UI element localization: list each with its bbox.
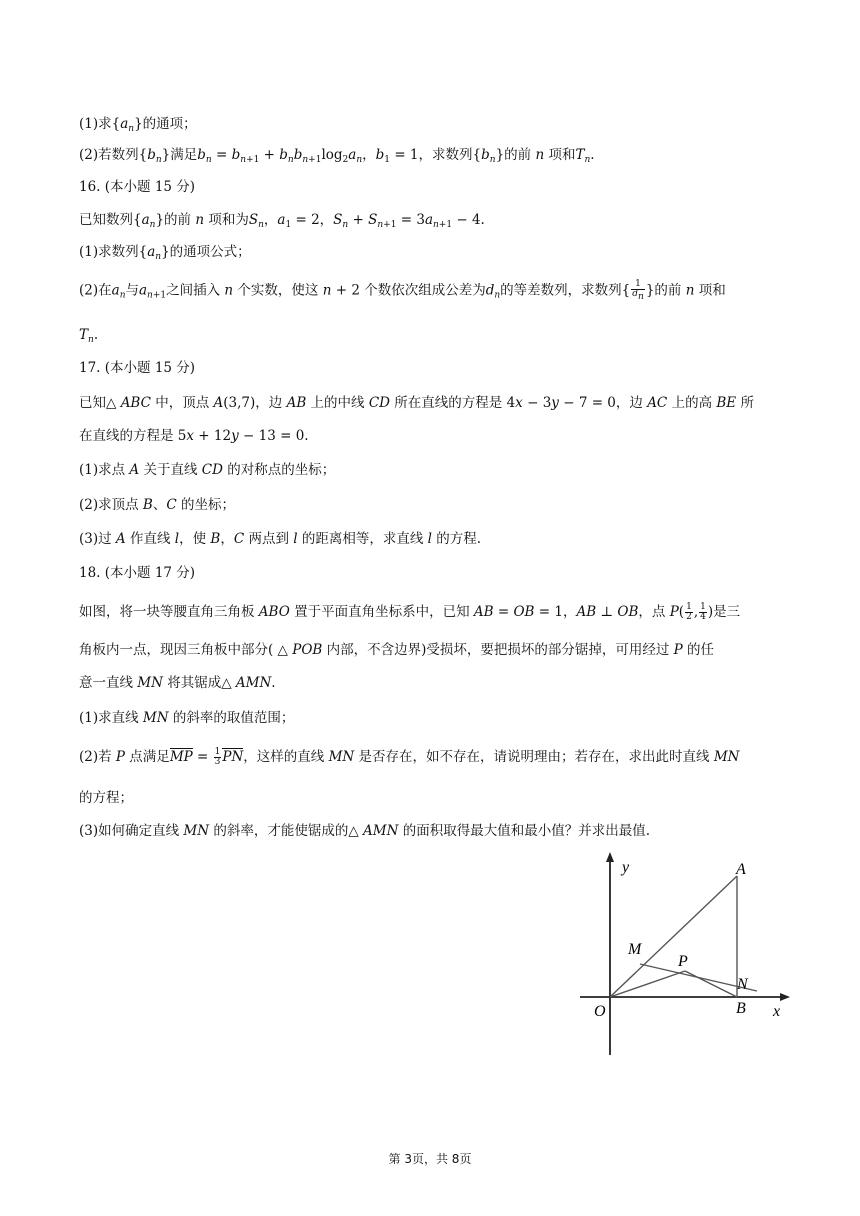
label-M: M [628, 941, 642, 958]
question-17-part-2: (2)求顶点 B、C 的坐标； [79, 497, 235, 513]
question-18-part-3: (3)如何确定直线 MN 的斜率，才能使锯成的△ AMN 的面积取得最大值和最小值？并求出最值. [79, 823, 651, 839]
geometry-figure [580, 850, 790, 1060]
label-N: N [737, 976, 748, 993]
question-17-stem-cont: 在直线的方程是 5x + 12y − 13 = 0. [79, 428, 309, 444]
x-axis-arrow [780, 993, 790, 1001]
question-18-part-2-cont: 的方程； [79, 790, 133, 806]
question-16-header: 16. (本小题 15 分) [79, 179, 196, 195]
question-17-header: 17. (本小题 15 分) [79, 360, 196, 376]
y-axis-arrow [606, 852, 614, 862]
label-P: P [678, 953, 688, 970]
question-17-part-1: (1)求点 A 关于直线 CD 的对称点的坐标； [79, 462, 336, 478]
question-18-part-1: (1)求直线 MN 的斜率的取值范围； [79, 710, 295, 726]
question-17-stem: 已知△ ABC 中，顶点 A(3,7)，边 AB 上的中线 CD 所在直线的方程是 4x − 3y − 7 = 0，边 AC 上的高 BE 所 [79, 395, 754, 411]
label-B: B [736, 1000, 746, 1017]
question-18-stem-cont-2: 意一直线 MN 将其锯成△ AMN. [79, 675, 276, 691]
label-A: A [736, 861, 746, 878]
question-18-stem: 如图，将一块等腰直角三角板 ABO 置于平面直角坐标系中，已知 AB = OB = 1，AB ⊥ OB，点 P( $\frac{1}{2}$ , $\frac{1}{4}$ )是三 [79, 602, 741, 622]
question-15-part-2: (2)若数列$\{b_n\}$满足$b_n = b_{n+1} + b_nb_{n+1}\log_2a_n$，$b_1 = 1$，求数列$\{b_n\}$的前 n 项和$T_n$. [79, 147, 595, 165]
page-footer: 第 3页，共 8页 [388, 1152, 472, 1166]
question-16-part-1: (1)求数列$\{a_n\}$的通项公式； [79, 244, 251, 262]
question-18-header: 18. (本小题 17 分) [79, 565, 196, 581]
question-16-part-2: (2)在$a_n$与$a_{n+1}$之间插入 n 个实数，使这 n + 2 个数依次组成公差为$d_n$的等差数列，求数列{ $\frac{1}{d_n}$ }的前 n 项和 [79, 279, 726, 302]
question-18-stem-cont-1: 角板内一点，现因三角板中部分( △ POB 内部，不含边界)受损坏，要把损坏的部分锯掉，可用经过 P 的任 [79, 642, 715, 658]
question-17-part-3: (3)过 A 作直线 l，使 B，C 两点到 l 的距离相等，求直线 l 的方程. [79, 531, 482, 547]
question-16-part-2-cont: $T_n$. [79, 327, 99, 345]
label-y: y [622, 859, 630, 876]
segment-OP [610, 971, 685, 997]
question-18-part-2: (2)若 P 点满足MP = $\frac{1}{3}$ PN，这样的直线 MN 是否存在，如不存在，请说明理由；若存在，求出此时直线 MN [79, 747, 740, 767]
question-15-part-1: (1)求$\{a_n\}$的通项； [79, 116, 197, 134]
label-x: x [773, 1003, 781, 1020]
question-16-stem: 已知数列$\{a_n\}$的前 n 项和为$S_n$，$a_1 = 2$，$S_n + S_{n+1} = 3a_{n+1} - 4$. [79, 212, 485, 230]
label-O: O [594, 1003, 606, 1020]
segment-OA [610, 876, 737, 997]
